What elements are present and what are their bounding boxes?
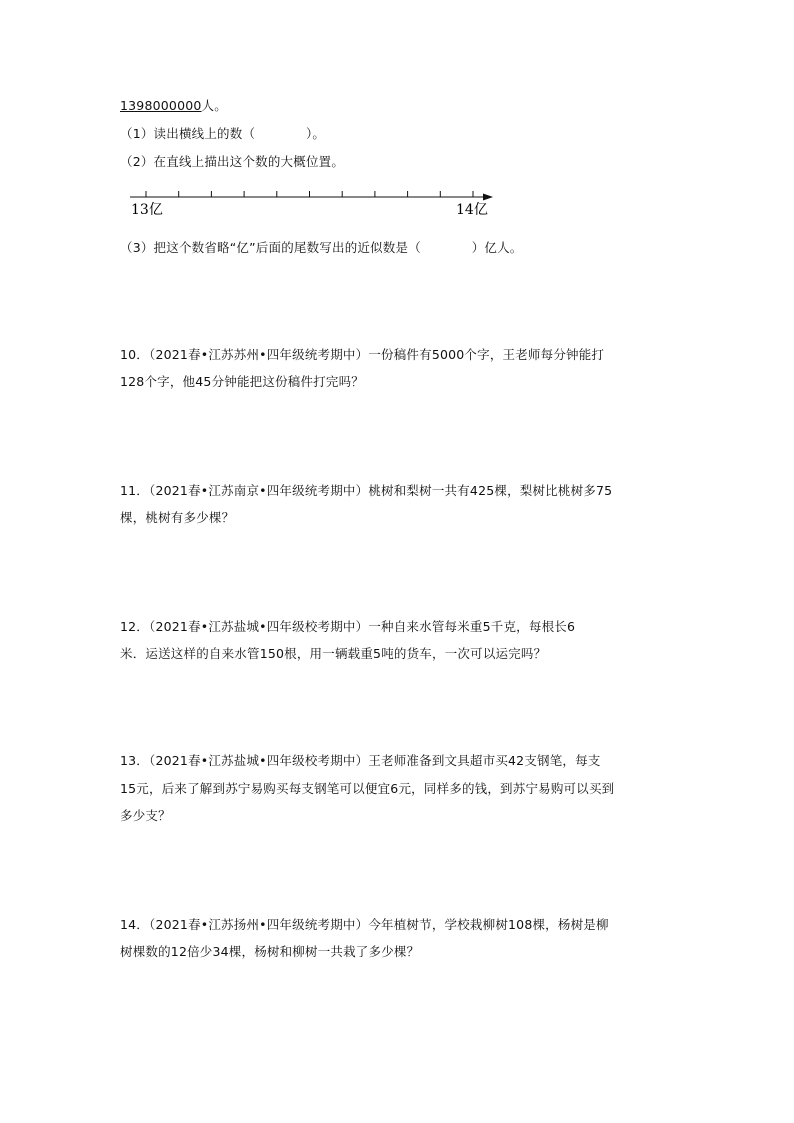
q13-line3: 多少支？ (120, 808, 171, 823)
q9-number-suffix: 人。 (201, 98, 227, 113)
q12-line1: 12．（2021春•江苏盐城•四年级校考期中）一种自来水管每米重5千克，每根长6 (120, 619, 576, 634)
q9-number: 1398000000 (120, 98, 202, 113)
q13-line1: 13．（2021春•江苏盐城•四年级校考期中）王老师准备到文具超市买42支钢笔，每支 (120, 753, 601, 768)
number-line-ticks (146, 191, 473, 197)
q11-line2: 棵，桃树有多少棵？ (120, 510, 235, 525)
q9-sub2: （2）在直线上描出这个数的大概位置。 (120, 154, 345, 169)
q10-line1: 10．（2021春•江苏苏州•四年级统考期中）一份稿件有5000个字，王老师每分钟能打 (120, 347, 605, 362)
q9-sub1: （1）读出横线上的数（ ）。 (120, 126, 326, 141)
q14-line2: 树棵数的12倍少34棵，杨树和柳树一共栽了多少棵？ (120, 944, 420, 959)
q9-sub3: （3）把这个数省略“亿”后面的尾数写出的近似数是（ ）亿人。 (120, 240, 523, 255)
number-line (0, 0, 794, 230)
q14-line1: 14．（2021春•江苏扬州•四年级统考期中）今年植树节，学校栽柳树108棵，杨树是柳 (120, 917, 609, 932)
axis-label-left: 13亿 (131, 202, 163, 218)
q13-line2: 15元，后来了解到苏宁易购买每支钢笔可以便宜6元，同样多的钱，到苏宁易购可以买到 (120, 781, 615, 796)
q11-line1: 11．（2021春•江苏南京•四年级统考期中）桃树和梨树一共有425棵，梨树比桃树多75 (120, 483, 613, 498)
q10-line2: 128个字，他45分钟能把这份稿件打完吗？ (120, 374, 364, 389)
number-line-arrow (483, 194, 493, 201)
axis-label-right: 14亿 (456, 202, 488, 218)
q12-line2: 米．运送这样的自来水管150根，用一辆载重5吨的货车，一次可以运完吗？ (120, 646, 547, 661)
